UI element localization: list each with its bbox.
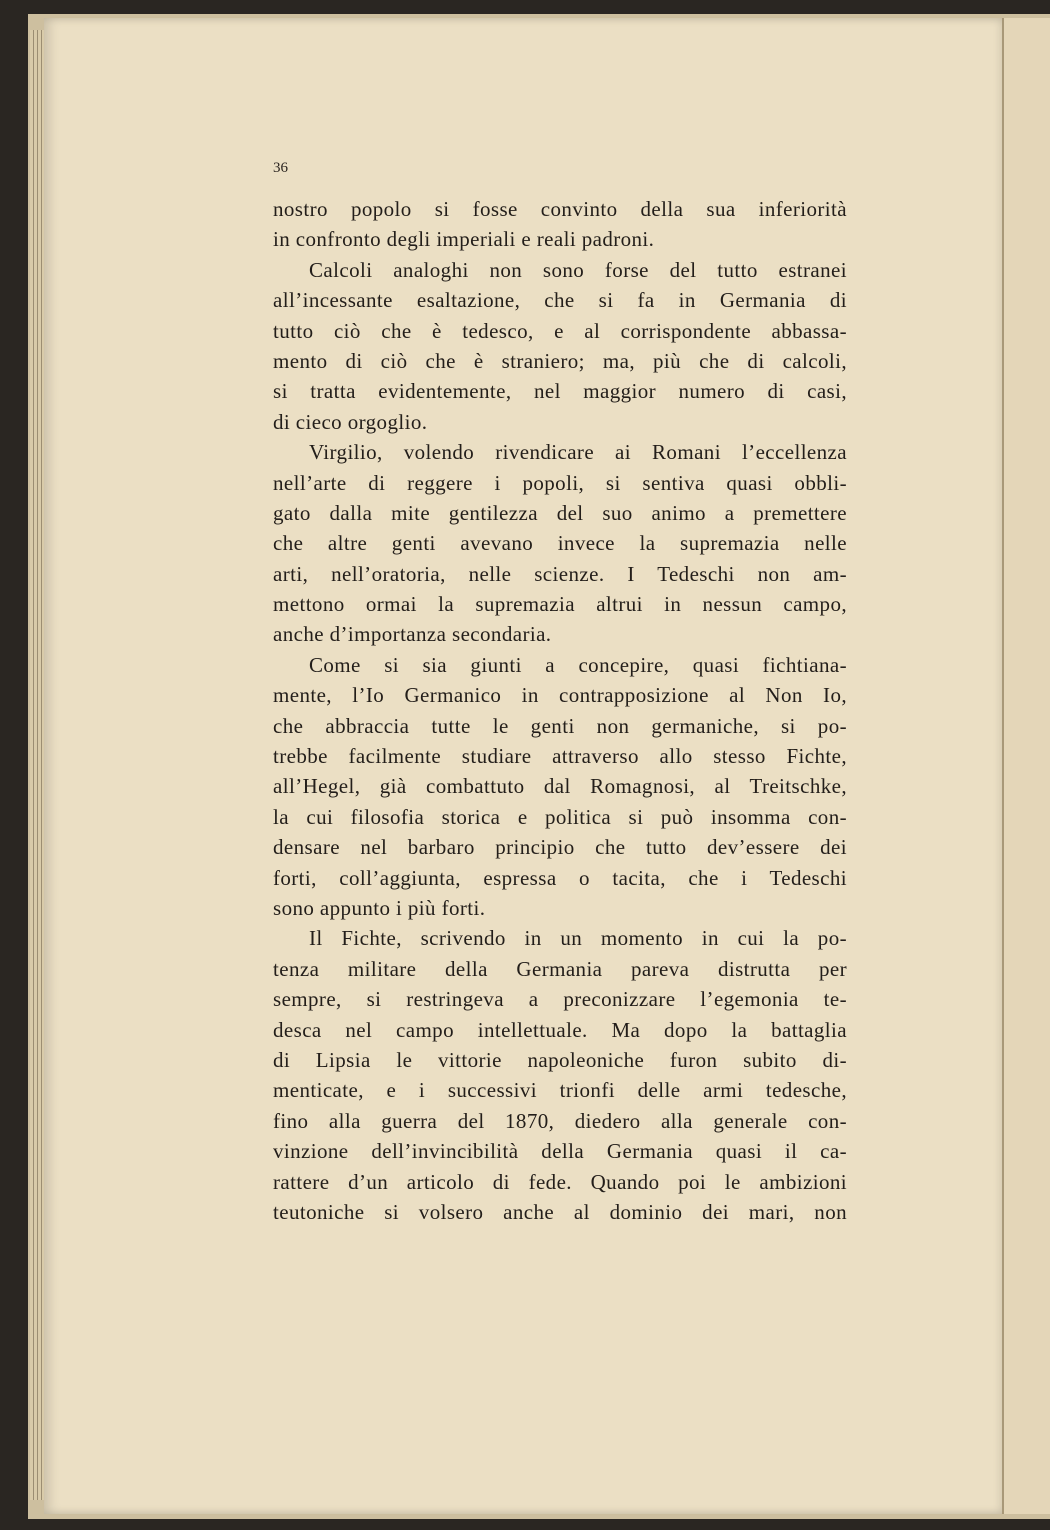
text-line: Il Fichte, scrivendo in un momento in cui la po- — [309, 926, 847, 951]
text-line: all’Hegel, già combattuto dal Romagnosi, al Treitschke, — [273, 774, 847, 799]
text-line: che altre genti avevano invece la supremazia nelle — [273, 531, 847, 556]
text-line: sono appunto i più forti. — [273, 895, 486, 920]
text-line: mente, l’Io Germanico in contrapposizione al Non Io, — [273, 683, 847, 708]
text-line: Virgilio, volendo rivendicare ai Romani l’eccellenza — [309, 440, 847, 465]
text-line: arti, nell’oratoria, nelle scienze. I Tedeschi non am- — [273, 561, 847, 586]
page-number: 36 — [273, 160, 288, 176]
text-line: gato dalla mite gentilezza del suo animo a premettere — [273, 500, 847, 525]
text-line: si tratta evidentemente, nel maggior numero di casi, — [273, 379, 847, 404]
facing-page-edge — [1002, 18, 1050, 1514]
text-line: menticate, e i successivi trionfi delle armi tedesche, — [273, 1078, 847, 1103]
text-line: tenza militare della Germania pareva distrutta per — [273, 956, 847, 981]
text-line: la cui filosofia storica e politica si può insomma con- — [273, 804, 847, 829]
text-line: Come si sia giunti a concepire, quasi fichtiana- — [309, 652, 847, 677]
text-line: sempre, si restringeva a preconizzare l’egemonia te- — [273, 987, 847, 1012]
text-line: tutto ciò che è tedesco, e al corrispondente abbassa- — [273, 318, 847, 343]
text-line: trebbe facilmente studiare attraverso allo stesso Fichte, — [273, 744, 847, 769]
page-edges — [30, 30, 44, 1500]
text-line: mento di ciò che è straniero; ma, più che di calcoli, — [273, 348, 847, 373]
text-line: densare nel barbaro principio che tutto dev’essere dei — [273, 835, 847, 860]
text-line: vinzione dell’invincibilità della Germania quasi il ca- — [273, 1139, 847, 1164]
text-line: di Lipsia le vittorie napoleoniche furon subito di- — [273, 1047, 847, 1072]
text-line: che abbraccia tutte le genti non germaniche, si po- — [273, 713, 847, 738]
text-line: in confronto degli imperiali e reali padroni. — [273, 227, 655, 252]
text-line: Calcoli analoghi non sono forse del tutto estranei — [309, 257, 847, 282]
text-line: all’incessante esaltazione, che si fa in Germania di — [273, 288, 847, 313]
text-line: anche d’importanza secondaria. — [273, 622, 552, 647]
text-line: di cieco orgoglio. — [273, 409, 428, 434]
text-line: forti, coll’aggiunta, espressa o tacita, che i Tedeschi — [273, 865, 847, 890]
text-line: desca nel campo intellettuale. Ma dopo la battaglia — [273, 1017, 847, 1042]
text-line: nell’arte di reggere i popoli, si sentiva quasi obbli- — [273, 470, 847, 495]
body-text — [273, 194, 847, 1227]
text-line: nostro popolo si fosse convinto della sua inferiorità — [273, 197, 847, 221]
text-line: mettono ormai la supremazia altrui in nessun campo, — [273, 592, 847, 617]
text-line: fino alla guerra del 1870, diedero alla generale con- — [273, 1108, 847, 1133]
text-line: rattere d’un articolo di fede. Quando poi le ambizioni — [273, 1169, 847, 1194]
text-line: teutoniche si volsero anche al dominio dei mari, non — [273, 1199, 847, 1224]
